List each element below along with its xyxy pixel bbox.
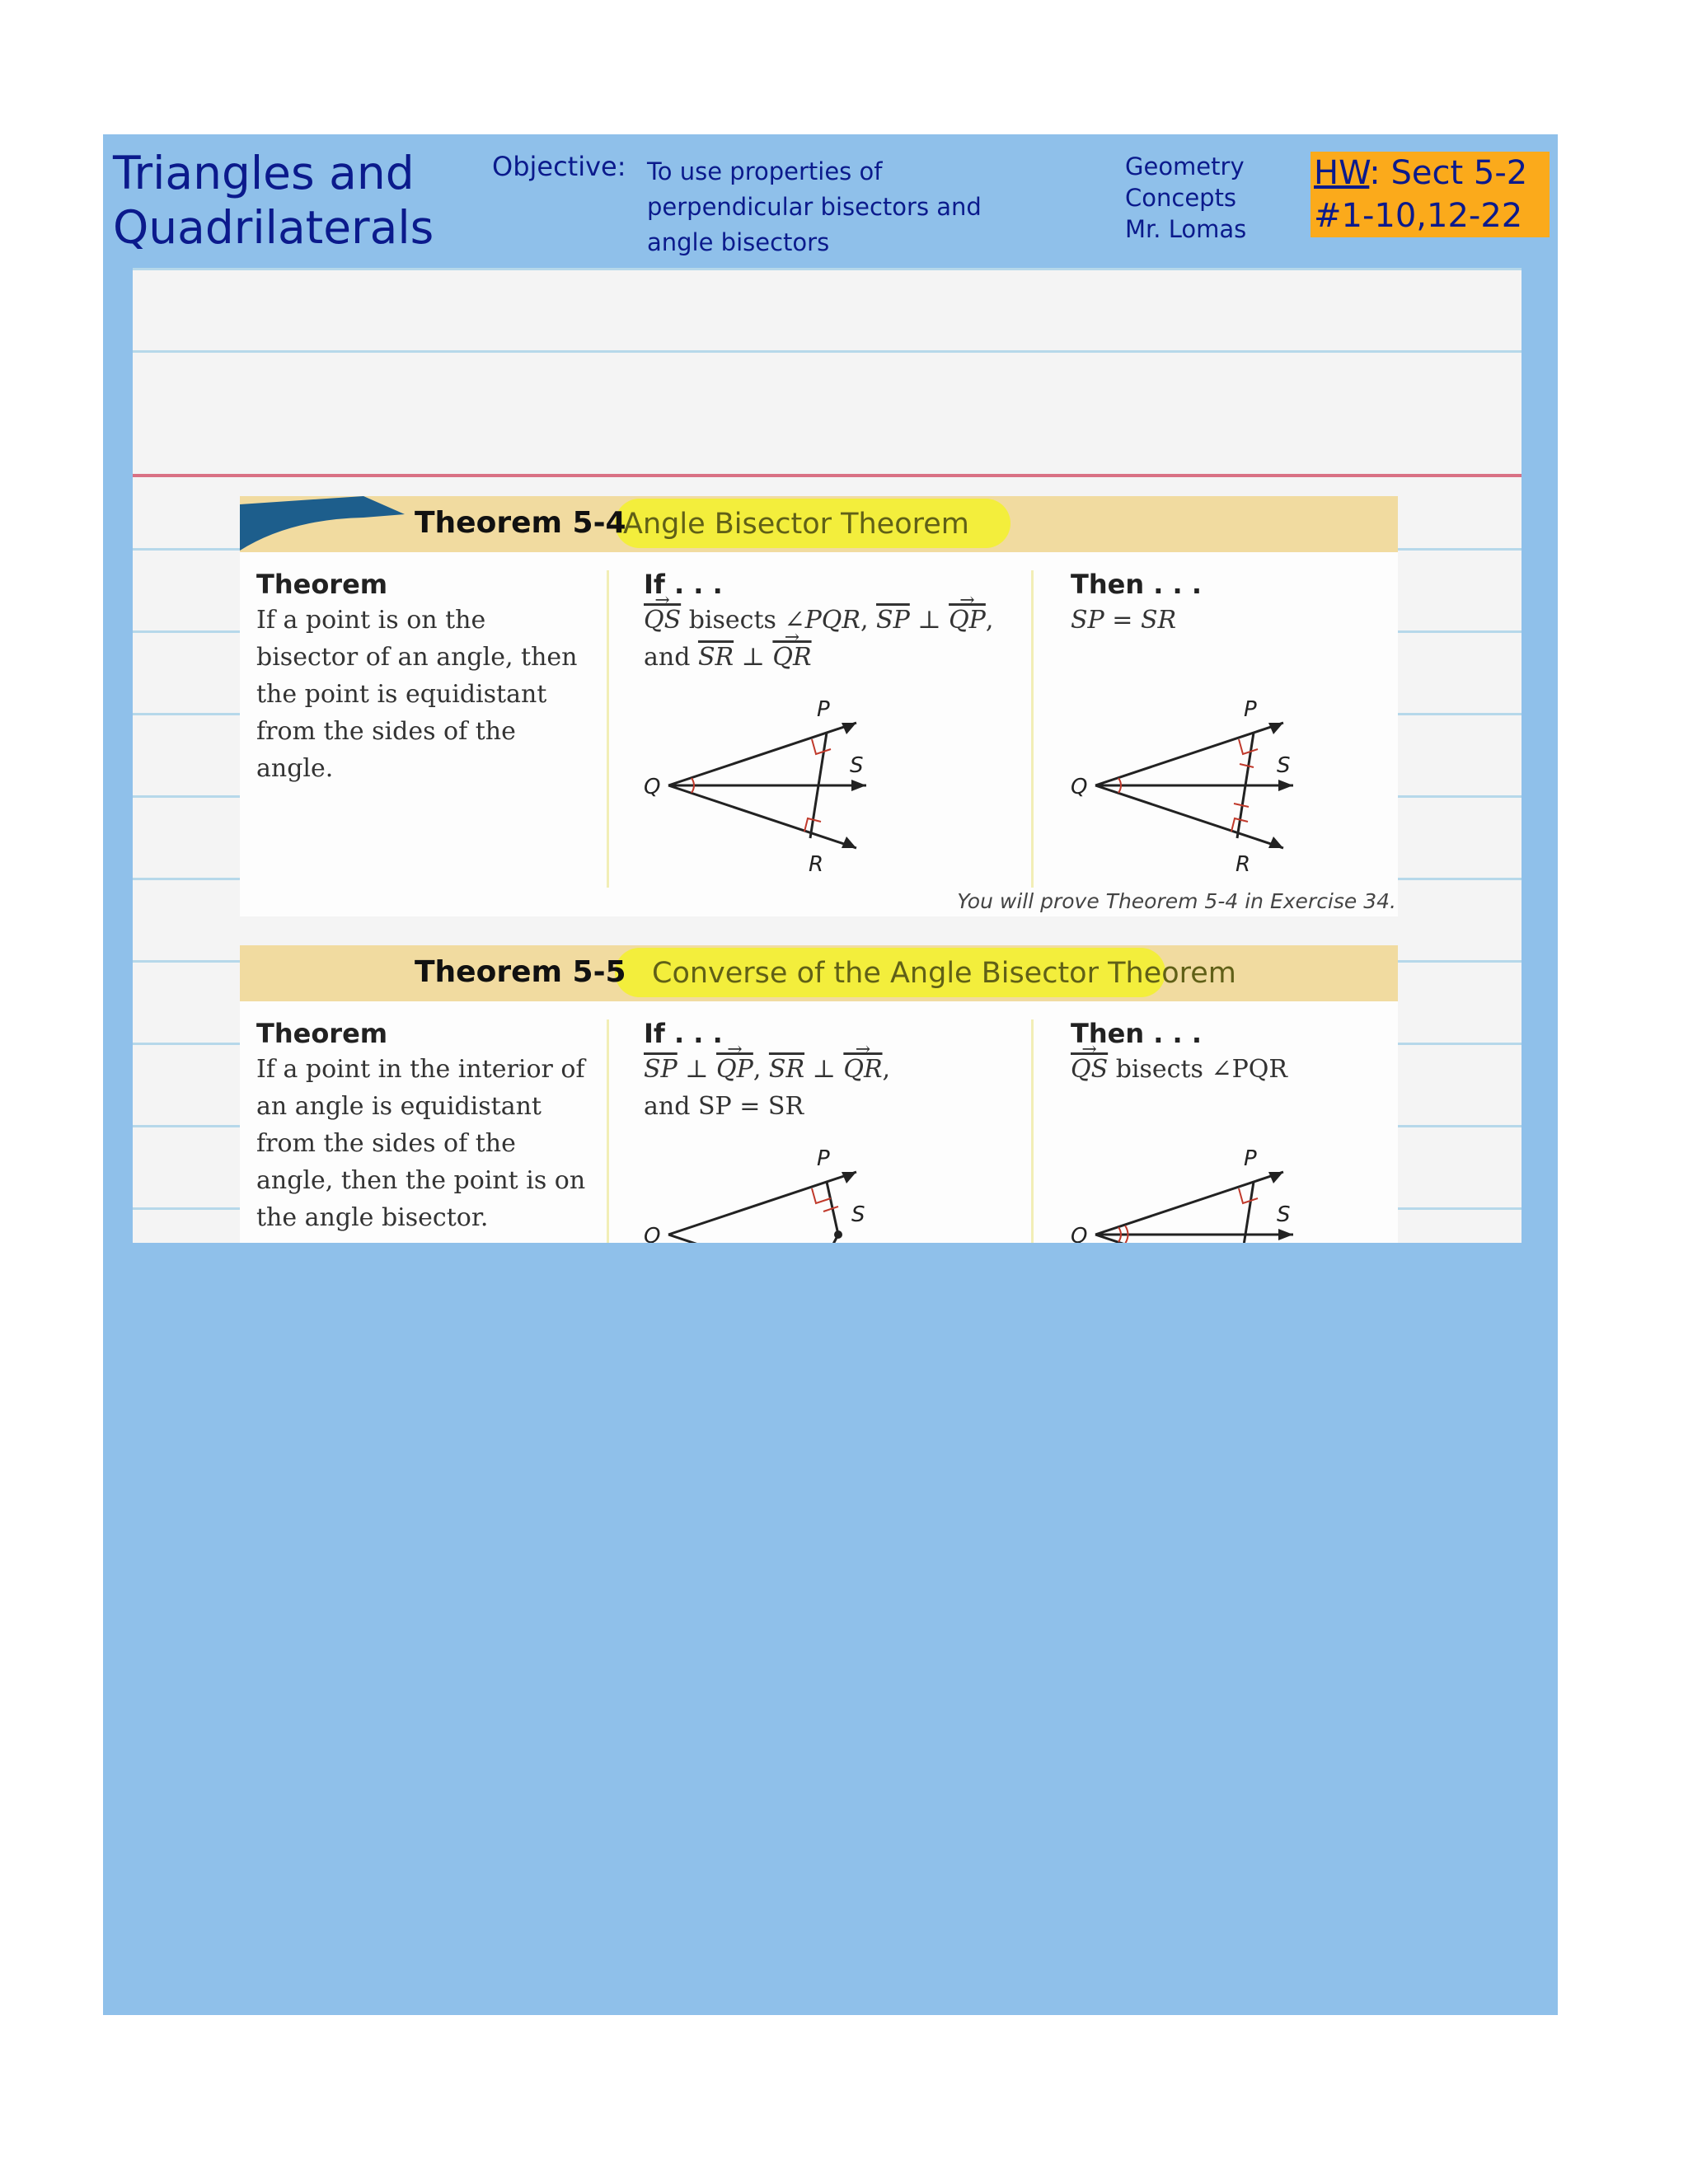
- course-line-2: Concepts: [1125, 184, 1237, 212]
- diagram-then-5-5: Q P S R: [1071, 1147, 1326, 1243]
- label-q: Q: [1071, 1224, 1088, 1249]
- if-condition: and SP = SR: [644, 1092, 804, 1121]
- label-q: Q: [644, 775, 661, 799]
- diagram-if-5-4: [644, 698, 899, 879]
- label-s: S: [850, 753, 864, 778]
- objective-text: To use properties of perpendicular bisectors and angle bisectors: [647, 157, 982, 256]
- page-title: [113, 146, 434, 255]
- diagram-if-5-5: Q P S R: [644, 1147, 865, 1326]
- margin-line: [133, 474, 1522, 477]
- label-p: P: [1244, 698, 1257, 722]
- notebook-image: [133, 268, 1522, 1326]
- title-line-2: Quadrilaterals: [113, 201, 434, 254]
- diagram-then-5-4: [1071, 698, 1326, 879]
- col-if-head: If . . .: [644, 1018, 723, 1049]
- label-q: Q: [644, 1224, 661, 1249]
- theorem-number: Theorem 5-5: [415, 955, 626, 989]
- col-theorem-text: If a point is on the bisector of an angle, then the point is equidistant from the sides of the angle.: [256, 606, 578, 783]
- homework-box: [1311, 152, 1550, 237]
- title-line-1: Triangles and: [113, 147, 415, 199]
- hw-label: HW: [1314, 154, 1370, 192]
- theorem-5-5-header: [240, 945, 1398, 1001]
- hw-section: : Sect 5-2: [1369, 154, 1528, 192]
- label-p: P: [1244, 1147, 1257, 1171]
- col-if-head: If . . .: [644, 569, 723, 600]
- label-p: P: [817, 698, 830, 722]
- theorem-5-4-header: [240, 496, 1398, 552]
- theorem-name: Angle Bisector Theorem: [623, 508, 969, 541]
- course-line-3: Mr. Lomas: [1125, 215, 1247, 243]
- col-then-text: → $\overline{QS}$ bisects ∠PQR: [1071, 1051, 1287, 1088]
- col-theorem-text: If a point in the interior of an angle is equidistant from the sides of the angle, then the point is on the angle bisector.: [256, 1055, 586, 1232]
- col-if-text: → $\overline{QS}$ bisects ∠PQR, $\overline{SP}$ ⊥ → $\overline{QP}$, and $\overline{SR}$ ⊥ → $\overline{QR}$: [644, 602, 1015, 676]
- label-r: R: [1236, 852, 1251, 877]
- theorem-5-4-box: [240, 496, 1398, 916]
- label-s: S: [851, 1202, 865, 1227]
- course-info: [1125, 151, 1246, 245]
- label-p: P: [817, 1147, 830, 1171]
- col-then-text: SP = SR: [1071, 606, 1177, 635]
- label-s: S: [1277, 753, 1291, 778]
- col-theorem-head: Theorem: [256, 1018, 388, 1049]
- banner-swoosh-icon: [240, 496, 417, 552]
- course-line-1: Geometry: [1125, 152, 1245, 180]
- label-s: S: [1277, 1202, 1291, 1227]
- theorem-number: Theorem 5-4: [415, 506, 626, 540]
- theorem-5-5-box: [240, 945, 1398, 1326]
- col-then-head: Then . . .: [1071, 569, 1202, 600]
- objective-label: Objective:: [492, 151, 626, 182]
- theorem-name: Converse of the Angle Bisector Theorem: [652, 957, 1236, 990]
- exercise-note: You will prove Theorem 5-4 in Exercise 34.: [957, 889, 1396, 913]
- label-r: R: [809, 852, 824, 877]
- col-if-text: $\overline{SP}$ ⊥ → $\overline{QP}$, $\overline{SR}$ ⊥ → $\overline{QR}$, and SP = SR: [644, 1051, 1015, 1125]
- col-then-head: Then . . .: [1071, 1018, 1202, 1049]
- then-bisects: bisects ∠PQR: [1115, 1055, 1287, 1084]
- hw-problems: #1-10,12-22: [1314, 197, 1523, 235]
- col-theorem-head: Theorem: [256, 569, 388, 600]
- label-q: Q: [1071, 775, 1088, 799]
- slide-panel: [103, 134, 1558, 2015]
